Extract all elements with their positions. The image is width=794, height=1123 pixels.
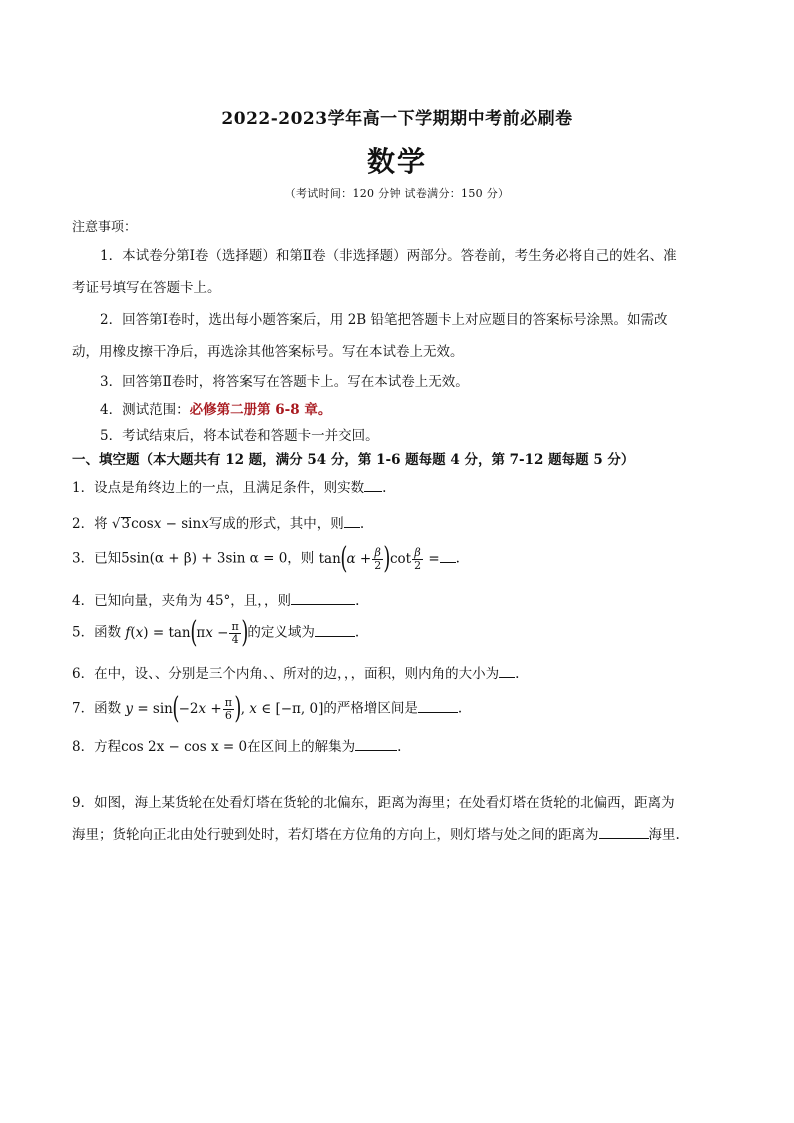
answer-blank — [418, 700, 458, 713]
answer-blank — [499, 665, 515, 678]
answer-blank — [440, 550, 456, 563]
answer-blank — [291, 592, 355, 605]
note-item-5: 5．考试结束后，将本试卷和答题卡一并交回。 — [100, 428, 379, 444]
question-9: 9．如图，海上某货轮在处看灯塔在货轮的北偏东，距离为海里；在处看灯塔在货轮的北偏西，距离为海里；货轮向正北由处行驶到处时，若灯塔在方位角的方向上，则灯塔与处之间的距离为 海里. — [72, 795, 680, 843]
math-expression: tan(α + $\frac{\beta}{2}$ )cot $\frac{\beta}{2}$ = — [318, 541, 440, 576]
note-item-4: 4．测试范围：必修第二册第 6-8 章。 — [100, 402, 332, 418]
math-expression: √3cosx − sinx — [111, 516, 209, 532]
question-5: 5．函数 f(x) = tan(πx − $\frac{\pi}{4}$ )的定义域为 . — [72, 615, 360, 650]
question-1: 1．设点是角终边上的一点，且满足条件，则实数 . — [72, 480, 387, 496]
math-expression: 5sin(α + β) + 3sin α = 0 — [121, 550, 288, 567]
question-6: 6．在中，设、、分别是三个内角、、所对的边，，，面积，则内角的大小为 . — [72, 666, 520, 682]
math-expression: y = sin(−2x + $\frac{\pi}{6}$ ), x ∈ [−π, 0] — [125, 691, 324, 726]
subject-title: 数学 — [366, 145, 427, 178]
answer-blank — [355, 738, 397, 751]
notes-title: 注意事项： — [72, 220, 138, 235]
exam-title: 2022-2023学年高一下学期期中考前必刷卷 — [221, 109, 573, 129]
exam-meta: （考试时间：120 分钟 试卷满分：150 分） — [284, 187, 510, 200]
note-item-1: 1．本试卷分第Ⅰ卷（选择题）和第Ⅱ卷（非选择题）两部分。答卷前，考生务必将自己的姓名、准考证号填写在答题卡上。 — [72, 248, 677, 296]
question-7: 7．函数 y = sin(−2x + $\frac{\pi}{6}$ ), x ∈ [−π, 0]的严格增区间是 . — [72, 691, 463, 726]
answer-blank — [364, 479, 382, 492]
answer-blank — [315, 624, 355, 637]
note-item-2: 2．回答第Ⅰ卷时，选出每小题答案后，用 2B 铅笔把答题卡上对应题目的答案标号涂黑。如需改动，用橡皮擦干净后，再选涂其他答案标号。写在本试卷上无效。 — [72, 312, 668, 360]
note-item-3: 3．回答第Ⅱ卷时，将答案写在答题卡上。写在本试卷上无效。 — [100, 374, 469, 390]
math-expression: f(x) = tan(πx − $\frac{\pi}{4}$ ) — [125, 615, 249, 650]
answer-blank — [599, 826, 649, 839]
question-2: 2．将 √3cosx − sinx写成的形式，其中，则 . — [72, 516, 365, 532]
test-scope-highlight: 必修第二册第 6-8 章。 — [189, 402, 332, 418]
question-8: 8．方程cos 2x − cos x = 0在区间上的解集为 . — [72, 739, 402, 755]
section-heading: 一、填空题（本大题共有 12 题，满分 54 分，第 1-6 题每题 4 分，第 7-12 题每题 5 分） — [72, 452, 635, 468]
question-4: 4．已知向量，夹角为 45°，且，，则 . — [72, 593, 360, 609]
question-3: 3．已知5sin(α + β) + 3sin α = 0，则 tan(α + $\frac{\beta}{2}$ )cot $\frac{\beta}{2}$ = . — [72, 541, 460, 576]
math-expression: cos 2x − cos x = 0 — [121, 739, 248, 755]
answer-blank — [344, 515, 360, 528]
